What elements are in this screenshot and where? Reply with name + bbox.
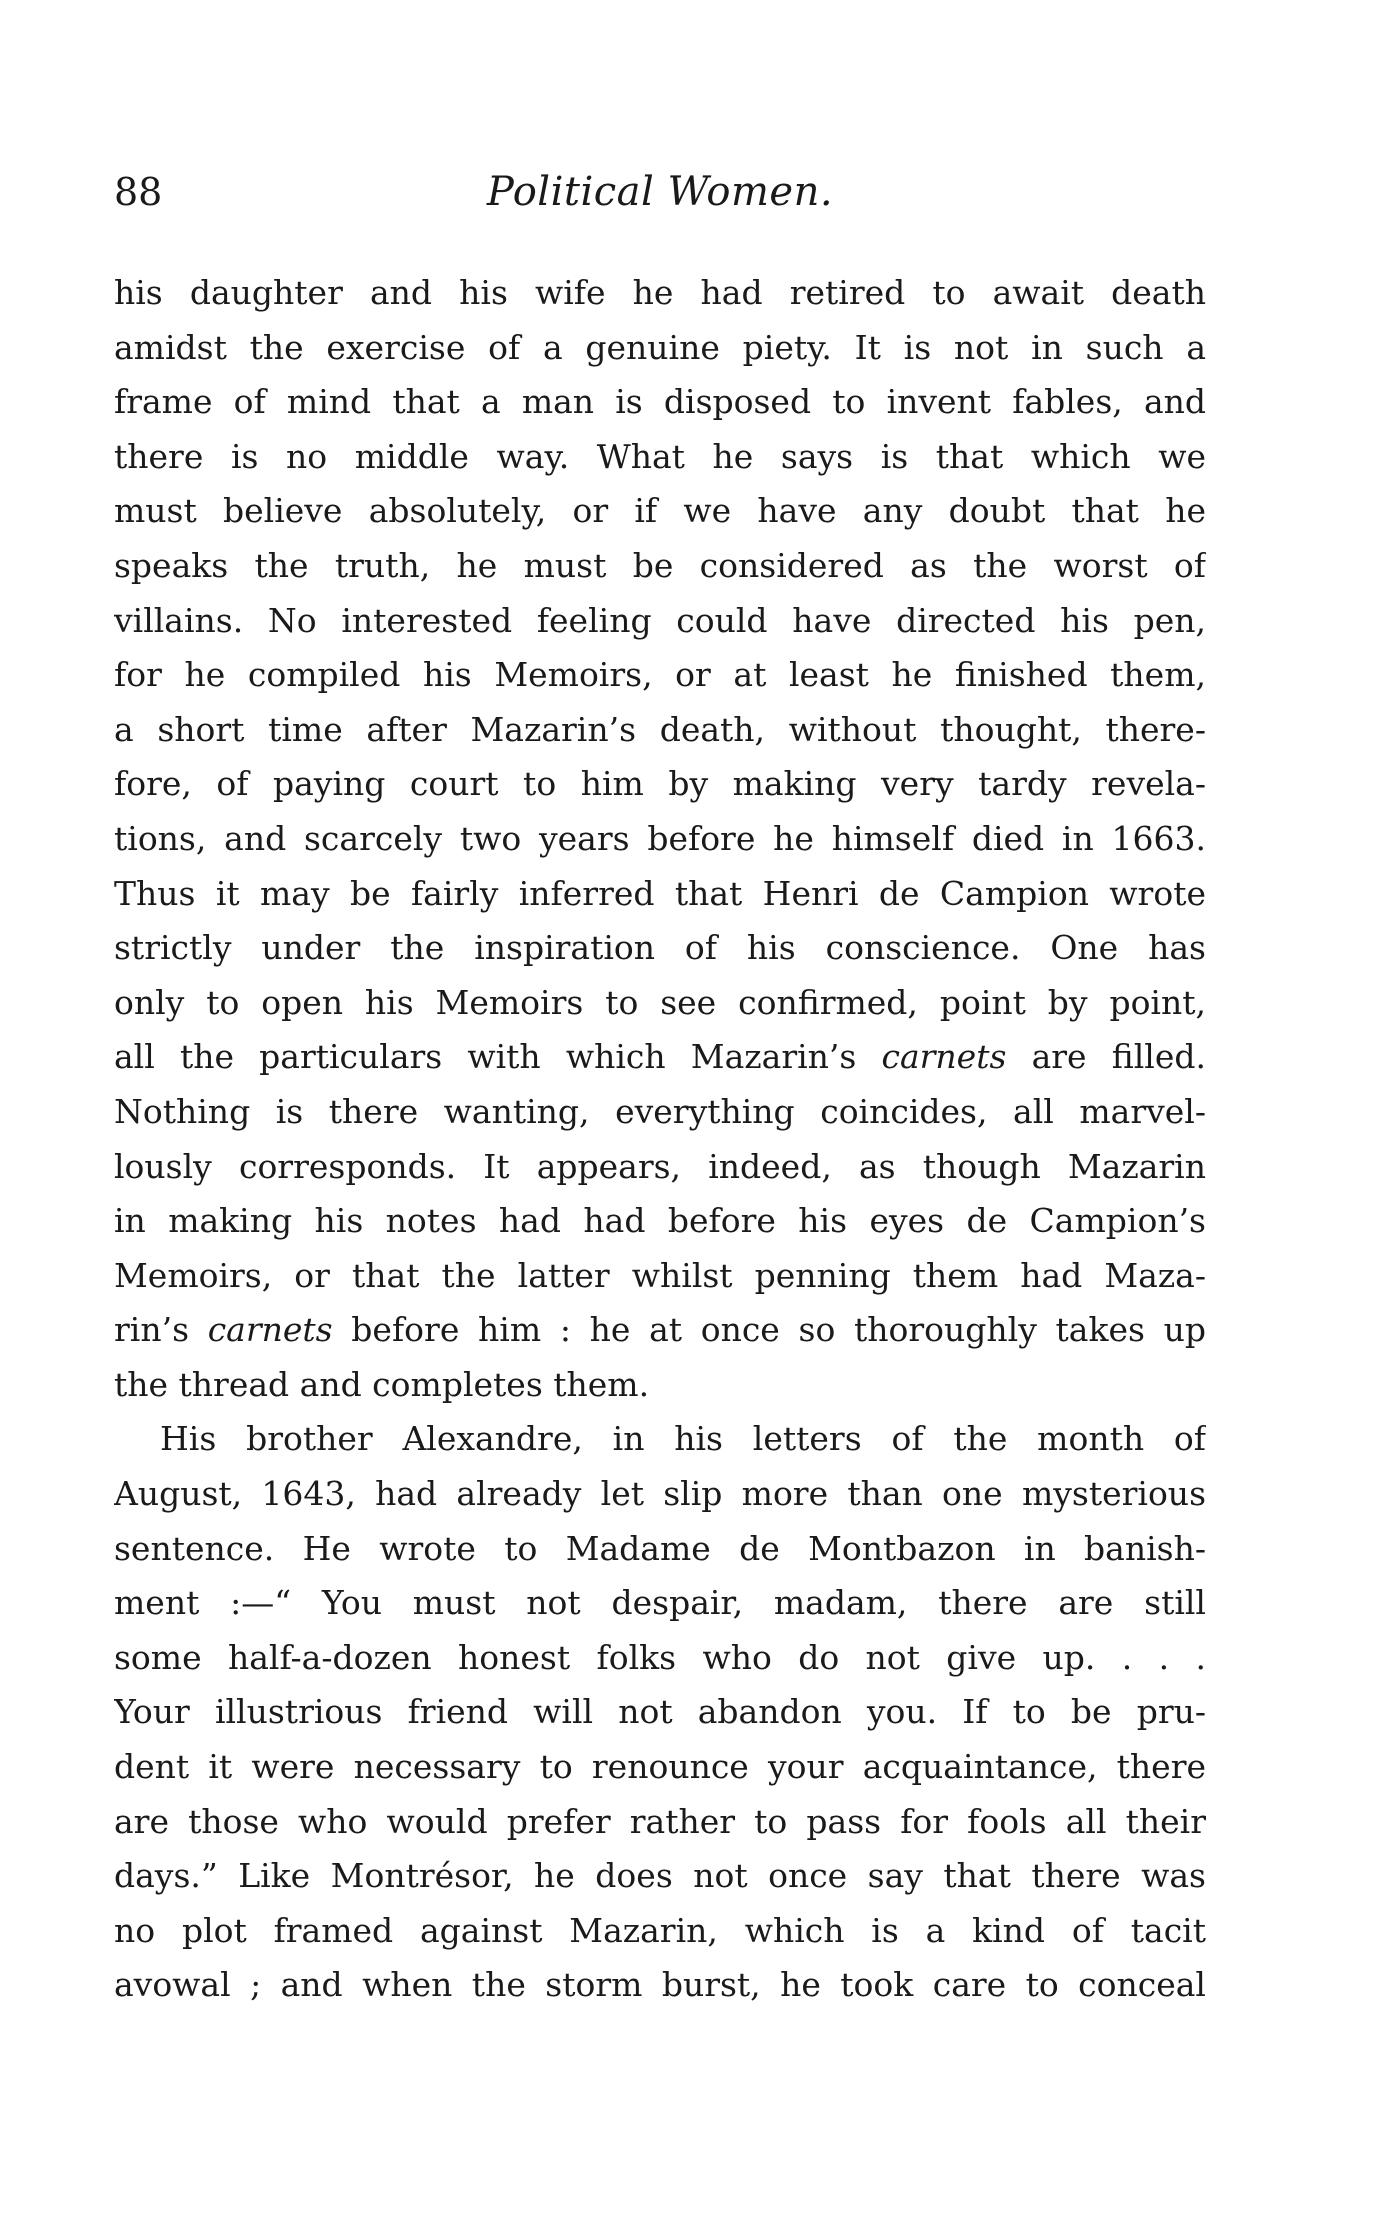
page-number: 88 — [114, 170, 163, 214]
text-line: there is no middle way. What he says is that which we — [114, 436, 1206, 476]
text-segment: rin’s — [114, 1310, 208, 1350]
text-line: His brother Alexandre, in his letters of the month of — [160, 1419, 1206, 1459]
text-line: frame of mind that a man is disposed to invent fables, and — [114, 382, 1206, 422]
text-line: speaks the truth, he must be considered as the worst of — [114, 545, 1206, 585]
page-header — [114, 162, 1206, 222]
text-line: some half-a-dozen honest folks who do not give up. . . . — [114, 1637, 1206, 1677]
text-line: lously corresponds. It appears, indeed, as though Mazarin — [114, 1146, 1206, 1186]
text-segment: are filled. — [1006, 1037, 1206, 1077]
text-line: sentence. He wrote to Madame de Montbazon in banish- — [114, 1528, 1206, 1568]
italic-word: carnets — [881, 1037, 1007, 1077]
text-line: days.” Like Montrésor, he does not once say that there was — [114, 1856, 1206, 1896]
text-line: fore, of paying court to him by making very tardy revela- — [114, 764, 1206, 804]
text-line: avowal ; and when the storm burst, he took care to conceal — [114, 1965, 1206, 2005]
text-line: amidst the exercise of a genuine piety. It is not in such a — [114, 327, 1206, 367]
italic-word: carnets — [207, 1310, 333, 1350]
text-line: Your illustrious friend will not abandon you. If to be pru- — [114, 1692, 1206, 1732]
text-line: Memoirs, or that the latter whilst penning them had Maza- — [114, 1255, 1206, 1295]
text-line: no plot framed against Mazarin, which is a kind of tacit — [114, 1910, 1206, 1950]
text-line: dent it were necessary to renounce your acquaintance, there — [114, 1747, 1206, 1787]
text-line: August, 1643, had already let slip more than one mysterious — [114, 1474, 1206, 1514]
body-text — [114, 266, 1206, 2013]
text-line: tions, and scarcely two years before he himself died in 1663. — [114, 818, 1206, 858]
text-line: Thus it may be fairly inferred that Henri de Campion wrote — [114, 873, 1206, 913]
text-segment: all the particulars with which Mazarin’s — [114, 1037, 882, 1077]
text-line: ment :—“ You must not despair, madam, there are still — [114, 1583, 1206, 1623]
text-line: Nothing is there wanting, everything coincides, all marvel- — [114, 1091, 1206, 1131]
text-line: must believe absolutely, or if we have any doubt that he — [114, 491, 1206, 531]
text-line: only to open his Memoirs to see confirmed, point by point, — [114, 982, 1206, 1022]
text-line: strictly under the inspiration of his conscience. One has — [114, 928, 1206, 968]
text-line: in making his notes had had before his eyes de Campion’s — [114, 1201, 1206, 1241]
text-line: the thread and completes them. — [114, 1364, 650, 1404]
text-line: his daughter and his wife he had retired to await death — [114, 273, 1206, 312]
text-line — [114, 1030, 1206, 1085]
text-line: for he compiled his Memoirs, or at least he finished them, — [114, 655, 1206, 695]
running-title: Political Women. — [486, 169, 834, 215]
text-line: are those who would prefer rather to pass for fools all their — [114, 1801, 1206, 1841]
text-line: a short time after Mazarin’s death, without thought, there- — [114, 709, 1206, 749]
text-line — [114, 1303, 1206, 1358]
text-segment: before him : he at once so thoroughly takes up — [332, 1310, 1206, 1350]
text-line: villains. No interested feeling could have directed his pen, — [114, 600, 1206, 640]
